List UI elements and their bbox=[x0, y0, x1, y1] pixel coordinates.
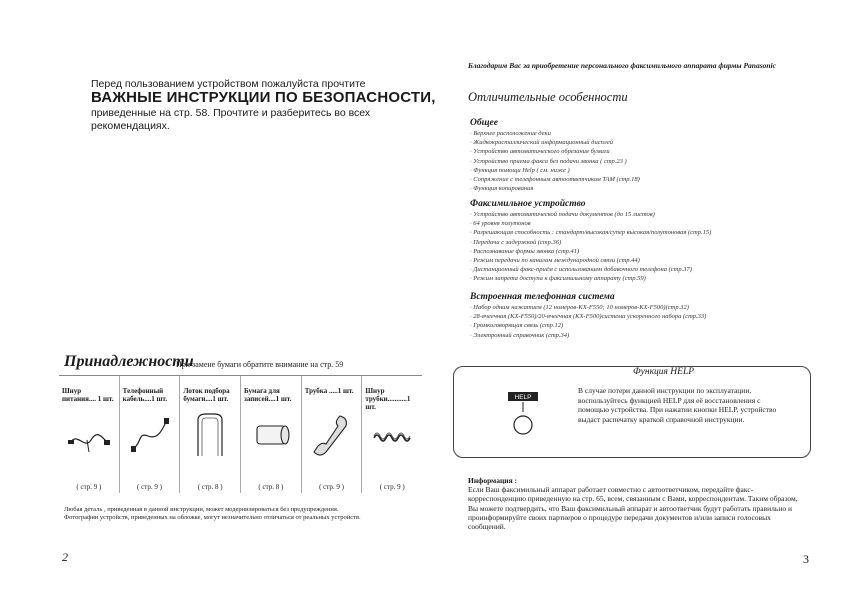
list-item: · Устройство автоматического обрезания бумаги bbox=[470, 148, 610, 156]
list-item: · Набор одним нажатием (12 номеров-KX-F550; 10 номеров-KX-F500)(стр.32) bbox=[470, 304, 689, 311]
section-list-fax bbox=[470, 210, 800, 284]
accessory-name: Телефонный кабель....1 шт. bbox=[122, 387, 168, 403]
list-item: · Распознавание формы звонка (стр.41) bbox=[470, 247, 580, 255]
list-item: · Жидкокристаллический информационный дисплей bbox=[470, 139, 613, 147]
accessory-name: Лоток подбора бумаги....1 шт. bbox=[183, 387, 230, 403]
list-item: · Сопряжение с телефонным автоответчиком TAM (стр.18) bbox=[470, 176, 640, 184]
accessory-item bbox=[59, 376, 119, 493]
section-title-fax: Факсимильное устройство bbox=[470, 199, 586, 209]
list-item: · 28-ячеечная (KX-F550)/20-ячеечная (KX-F500)система ускоренного набора (стр.33) bbox=[470, 313, 707, 321]
accessory-page-ref: ( стр. 8 ) bbox=[197, 483, 223, 491]
list-item: · Функция помощи Help ( см. ниже ) bbox=[470, 166, 570, 174]
list-item: · 64 уровня полутонов bbox=[470, 220, 531, 228]
list-item: · Разрешающая способность : стандарт/высокая/супер высокая/полутоновая (стр.15) bbox=[470, 229, 712, 237]
section-title-general: Общее bbox=[470, 118, 498, 128]
features-title: Отличительные особенности bbox=[468, 90, 628, 104]
paper-roll-icon bbox=[249, 412, 293, 458]
paper-tray-icon bbox=[188, 412, 232, 458]
list-item: · Устройство автоматической подачи документов (до 15 листов) bbox=[470, 211, 655, 218]
coiled-cord-icon bbox=[370, 412, 414, 458]
list-item: · Электронный справочник (стр.34) bbox=[470, 331, 570, 339]
list-item: · Верхнее расположение деки bbox=[470, 130, 551, 137]
phone-cable-icon bbox=[128, 412, 172, 458]
handset-icon bbox=[310, 412, 354, 458]
accessory-name: Шнур питания.... 1 шт. bbox=[62, 387, 114, 403]
accessory-name: Шнур трубки...........1 шт. bbox=[365, 387, 411, 411]
accessory-page-ref: ( стр. 9 ) bbox=[379, 483, 405, 491]
list-item: · Громкоговорящая связь (стр.12) bbox=[470, 322, 564, 330]
accessory-item bbox=[301, 376, 362, 493]
thanks-note: Благодарим Вас за приобретение персонального факсимильного аппарата фирмы Panasonic bbox=[468, 61, 776, 70]
list-item: · Передача с задержкой (стр.36) bbox=[470, 238, 562, 246]
accessory-item bbox=[119, 376, 180, 493]
disclaimer: Любая деталь , приведенная в данной инструкции, может модернизироваться без предупреждения. Фотографии устройств, приведенных на обложке, могут незначительно отличаться от реальных устройств. bbox=[64, 506, 361, 521]
list-item: · Режим передачи по каналам международной связи (стр.44) bbox=[470, 257, 640, 265]
safety-reference: приведенные на стр. 58. Прочтите и разберитесь во всех рекомендациях. bbox=[91, 107, 371, 132]
safety-intro: Перед пользованием устройством пожалуйста прочтите bbox=[91, 78, 366, 90]
accessory-page-ref: ( стр. 8 ) bbox=[258, 483, 284, 491]
help-title: Функция HELP bbox=[633, 367, 695, 377]
accessory-item bbox=[240, 376, 301, 493]
page-number: 3 bbox=[803, 552, 809, 566]
accessory-item bbox=[179, 376, 240, 493]
list-item: · Устройство приема факса без подачи звонка ( стр.23 ) bbox=[470, 157, 627, 165]
accessory-name: Трубка .....1 шт. bbox=[304, 387, 354, 395]
section-title-phone: Встроенная телефонная система bbox=[470, 292, 615, 302]
help-button-icon bbox=[508, 392, 538, 442]
safety-title: ВАЖНЫЕ ИНСТРУКЦИИ ПО БЕЗОПАСНОСТИ, bbox=[91, 89, 436, 106]
list-item: · Функция копирования bbox=[470, 185, 534, 193]
accessories-title: Принадлежности bbox=[64, 353, 194, 370]
section-list-phone bbox=[470, 303, 800, 340]
accessories-table bbox=[59, 375, 422, 493]
accessory-name: Бумага для записей....1 шт. bbox=[244, 387, 292, 403]
accessory-page-ref: ( стр. 9 ) bbox=[76, 483, 102, 491]
info-title: Информация : bbox=[468, 476, 518, 485]
section-list-general bbox=[470, 129, 800, 193]
accessory-page-ref: ( стр. 9 ) bbox=[137, 483, 162, 491]
accessory-page-ref: ( стр. 9 ) bbox=[319, 483, 344, 491]
list-item: · Дистанционный факс-приём с использованием добавочного телефона (стр.37) bbox=[470, 266, 692, 274]
help-description: В случае потери данной инструкции по эксплуатации, воспользуйтесь функцией HELP для её восстановления с помощью устройства. При нажатии кнопки HELP, устройство выдаст распечатку краткой справочной инструкции. bbox=[578, 386, 777, 424]
list-item: · Режим запрета доступа к факсимильному аппарату (стр.59) bbox=[470, 275, 646, 283]
info-text: Если Ваш факсимильный аппарат работает совместно с автоответчиком, передайте факс-корреспонденцию приведенную на стр. 65, всем, связанным с Вами, корреспондентам. Таким образом, Вы можете подтвердить, что Ваш факсимильный аппарат и автоответчик будут работать правильно и проинформируйте своих партнеров о процедуре передачи документов и/или записи голосовых сообщений. bbox=[468, 485, 798, 532]
accessories-note: При замене бумаги обратите внимание на стр. 59 bbox=[176, 360, 344, 369]
accessory-item bbox=[361, 376, 422, 493]
help-button-label: HELP bbox=[514, 394, 532, 401]
power-cord-icon bbox=[67, 412, 111, 458]
page-number: 2 bbox=[62, 550, 68, 564]
